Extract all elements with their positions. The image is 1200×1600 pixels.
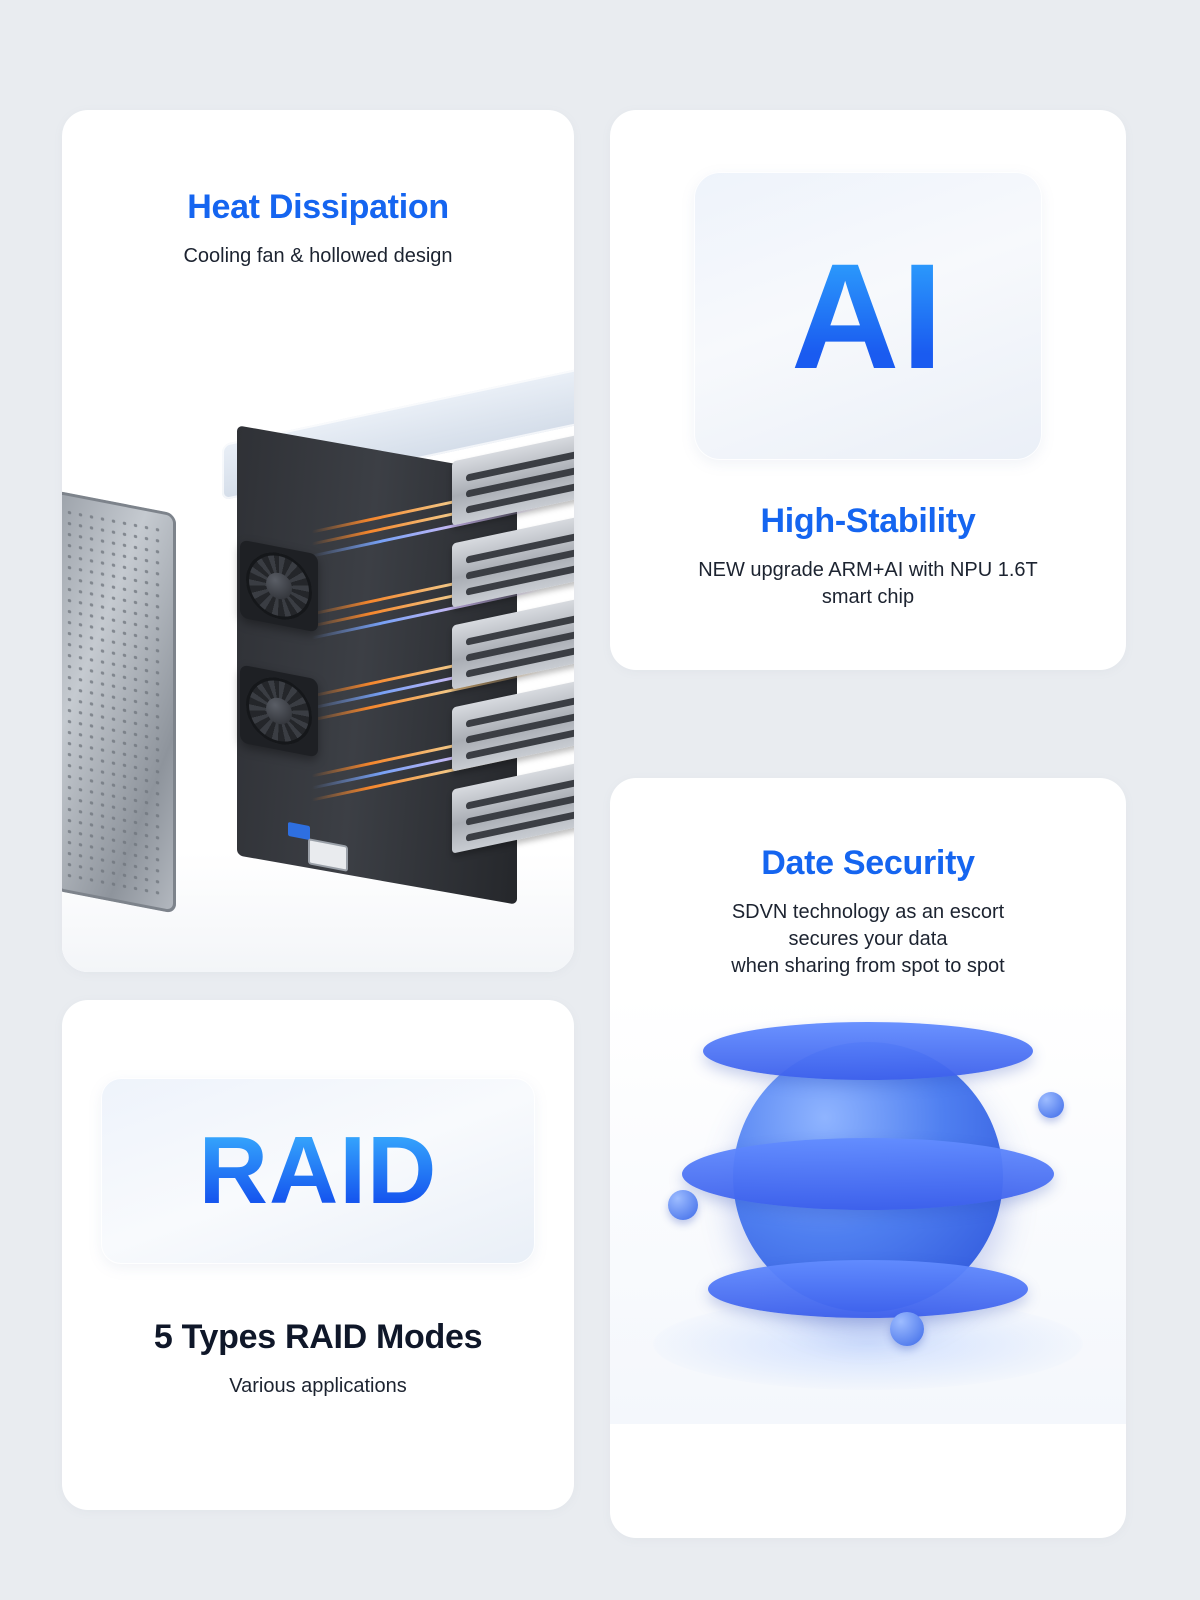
card-high-stability — [610, 110, 1126, 670]
stability-headings — [610, 460, 1126, 611]
stability-subtitle-line2: smart chip — [821, 586, 915, 608]
nas-enclosure-image — [62, 372, 574, 972]
cooling-fan-icon — [240, 539, 318, 632]
security-subtitle-line2: secures your data — [788, 928, 948, 950]
security-subtitle-line1: SDVN technology as an escort — [731, 901, 1005, 923]
card-raid-modes — [62, 1000, 574, 1510]
heat-subtitle: Cooling fan & hollowed design — [183, 245, 453, 267]
raid-title: 5 Types RAID Modes — [153, 1318, 483, 1356]
globe-band-middle — [682, 1138, 1054, 1210]
ai-badge-text: AI — [791, 232, 945, 400]
cooling-fan-icon — [240, 664, 318, 757]
globe-illustration — [610, 994, 1126, 1424]
heat-title: Heat Dissipation — [187, 188, 449, 226]
globe-band-top — [703, 1022, 1033, 1080]
floating-dot-left — [668, 1190, 698, 1220]
card-date-security — [610, 778, 1126, 1538]
raid-subtitle: Various applications — [229, 1375, 407, 1397]
raid-badge-text: RAID — [198, 1117, 438, 1224]
card-heat-dissipation — [62, 110, 574, 972]
mesh-side-panel — [62, 490, 176, 914]
raid-headings — [62, 1264, 574, 1400]
security-subtitle-line3: when sharing from spot to spot — [731, 955, 1005, 977]
ai-badge-box — [694, 172, 1042, 460]
heat-headings — [62, 110, 574, 270]
raid-badge-box — [101, 1078, 535, 1264]
feature-card-grid — [62, 110, 1138, 1510]
floating-dot-bottom — [890, 1312, 924, 1346]
security-title: Date Security — [761, 844, 975, 882]
stability-subtitle-line1: NEW upgrade ARM+AI with NPU 1.6T — [698, 559, 1038, 581]
security-headings — [610, 778, 1126, 980]
stability-title: High-Stability — [760, 502, 976, 540]
globe-band-bottom — [708, 1260, 1028, 1318]
floating-dot-right — [1038, 1092, 1064, 1118]
drive-stack — [452, 412, 574, 891]
